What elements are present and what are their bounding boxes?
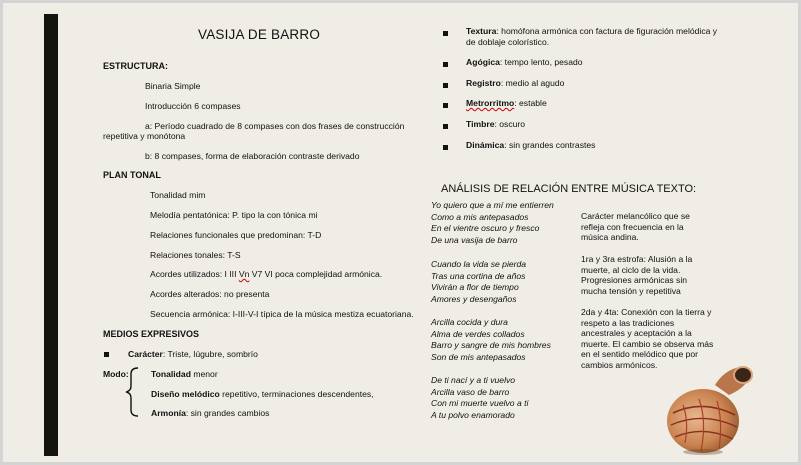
bullet-icon: [443, 124, 448, 129]
note-line: 1ra y 3ra estrofa: Alusión a la: [581, 254, 693, 264]
poem-line: De ti nací y a ti vuelvo: [431, 375, 516, 385]
timbre-label: Timbre: [466, 119, 495, 129]
diseno-label: Diseño melódico: [151, 389, 220, 399]
poem-line: Son de mis antepasados: [431, 351, 526, 362]
estructura-item: a: Período cuadrado de 8 compases con dos frases de construcción: [145, 121, 405, 131]
metrorritmo-value: : estable: [514, 98, 547, 108]
caracter-value: : Triste, lúgubre, sombrío: [162, 349, 258, 359]
plan-tonal-item: [150, 269, 382, 280]
chord-text: Acordes utilizados: I III: [150, 269, 239, 279]
registro-label: Registro: [466, 78, 501, 88]
agogica-value: : tempo lento, pesado: [499, 57, 583, 67]
timbre-line: [466, 119, 525, 130]
page-title: VASIJA DE BARRO: [198, 27, 321, 42]
brace-icon: [125, 366, 139, 418]
plan-tonal-item: Acordes alterados: no presenta: [150, 289, 270, 299]
chord-vn: Vn: [238, 269, 250, 279]
left-accent-bar: [44, 14, 58, 456]
armonia-line: [151, 408, 269, 419]
poem-line: Como a mis antepasados: [431, 211, 529, 222]
registro-value: : medio al agudo: [500, 78, 565, 88]
bullet-icon: [443, 145, 448, 150]
poem-line: En el vientre oscuro y fresco: [431, 223, 540, 234]
dinamica-value: : sin grandes contrastes: [504, 140, 596, 150]
estructura-item: Introducción 6 compases: [145, 101, 241, 111]
bullet-icon: [443, 31, 448, 36]
poem-line: Arcilla cocida y dura: [431, 317, 508, 327]
poem-line: Con mi muerte vuelvo a ti: [431, 398, 529, 409]
dinamica-label: Dinámica: [466, 140, 505, 150]
timbre-value: : oscuro: [494, 119, 526, 129]
poem-line: A tu polvo enamorado: [431, 409, 515, 420]
note-line: ancestrales y aceptación a la: [581, 328, 692, 338]
plan-tonal-item: Melodía pentatónica: P. tipo la con tónica mi: [150, 210, 318, 220]
poem-stanza-1: [431, 200, 554, 246]
plan-tonal-heading: PLAN TONAL: [103, 170, 161, 180]
poem-stanza-3: [431, 317, 551, 363]
note-line: en el sentido melódico que por: [581, 349, 699, 359]
bullet-icon: [443, 103, 448, 108]
clay-vessel-image: [663, 355, 755, 457]
note-line: refleja con frecuencia en la: [581, 221, 684, 232]
modo-label: Modo:: [103, 369, 129, 379]
bullet-icon: [443, 83, 448, 88]
estructura-heading: ESTRUCTURA:: [103, 61, 168, 71]
note-line: respeto a las tradiciones: [581, 317, 675, 328]
estructura-item: b: 8 compases, forma de elaboración contraste derivado: [145, 151, 360, 161]
armonia-label: Armonía: [151, 408, 186, 418]
textura-label: Textura: [466, 26, 497, 36]
textura-value-2: de doblaje colorístico.: [466, 37, 550, 47]
textura-line: [466, 26, 717, 37]
note-2: [581, 254, 692, 296]
tonalidad-value: menor: [190, 369, 218, 379]
caracter-line: [128, 349, 258, 360]
poem-line: Barro y sangre de mis hombres: [431, 340, 551, 351]
poem-stanza-4: [431, 375, 528, 421]
caracter-label: Carácter: [128, 349, 163, 359]
note-line: muerte, al ciclo de la vida.: [581, 264, 681, 275]
metrorritmo-line: [466, 98, 547, 109]
registro-line: [466, 78, 564, 89]
note-line: Progresiones armónicas sin: [581, 275, 688, 285]
note-line: 2da y 4ta: Conexión con la tierra y: [581, 307, 712, 317]
diseno-line: [151, 389, 374, 400]
poem-line: Alma de verdes collados: [431, 328, 525, 339]
plan-tonal-item: Relaciones funcionales que predominan: T-D: [150, 230, 322, 240]
analisis-heading: ANÁLISIS DE RELACIÓN ENTRE MÚSICA TEXTO:: [441, 183, 697, 195]
poem-line: Tras una cortina de años: [431, 270, 526, 281]
poem-line: Arcilla vaso de barro: [431, 386, 510, 397]
note-line: cambios armónicos.: [581, 359, 658, 370]
estructura-item: Binaria Simple: [145, 81, 201, 91]
note-line: muerte. El cambio se observa más: [581, 338, 714, 349]
agogica-label: Agógica: [466, 57, 500, 67]
plan-tonal-item: Relaciones tonales: T-S: [150, 250, 241, 260]
medios-heading: MEDIOS EXPRESIVOS: [103, 329, 200, 339]
slide: [3, 3, 798, 462]
poem-line: Cuando la vida se pierda: [431, 259, 527, 269]
textura-value: : homófona armónica con factura de figuración melódica y: [496, 26, 718, 36]
tonalidad-label: Tonalidad: [151, 369, 191, 379]
note-1: [581, 211, 690, 243]
plan-tonal-item: Secuencia armónica: I-III-V-I típica de la música mestiza ecuatoriana.: [150, 309, 414, 319]
agogica-line: [466, 57, 583, 68]
poem-line: Vivirán a flor de tiempo: [431, 282, 519, 293]
poem-line: De una vasija de barro: [431, 234, 518, 245]
dinamica-line: [466, 140, 595, 151]
diseno-value: repetitivo, terminaciones descendentes,: [219, 389, 374, 399]
note-line: música andina.: [581, 232, 639, 242]
bullet-icon: [443, 62, 448, 67]
chord-text-rest: V7 VI poca complejidad armónica.: [249, 269, 383, 279]
poem-stanza-2: [431, 259, 526, 305]
bullet-icon: [104, 352, 109, 357]
plan-tonal-item: Tonalidad mim: [150, 190, 206, 200]
tonalidad-line: [151, 369, 218, 380]
poem-line: Amores y desengaños: [431, 293, 517, 304]
metrorritmo-label: Metrorritmo: [466, 98, 515, 108]
note-line: mucha tensión y repetitiva: [581, 285, 681, 296]
note-line: Carácter melancólico que se: [581, 211, 690, 221]
armonia-value: : sin grandes cambios: [185, 408, 270, 418]
estructura-item: repetitiva y monótona: [103, 131, 186, 141]
poem-line: Yo quiero que a mí me entierren: [431, 200, 554, 210]
